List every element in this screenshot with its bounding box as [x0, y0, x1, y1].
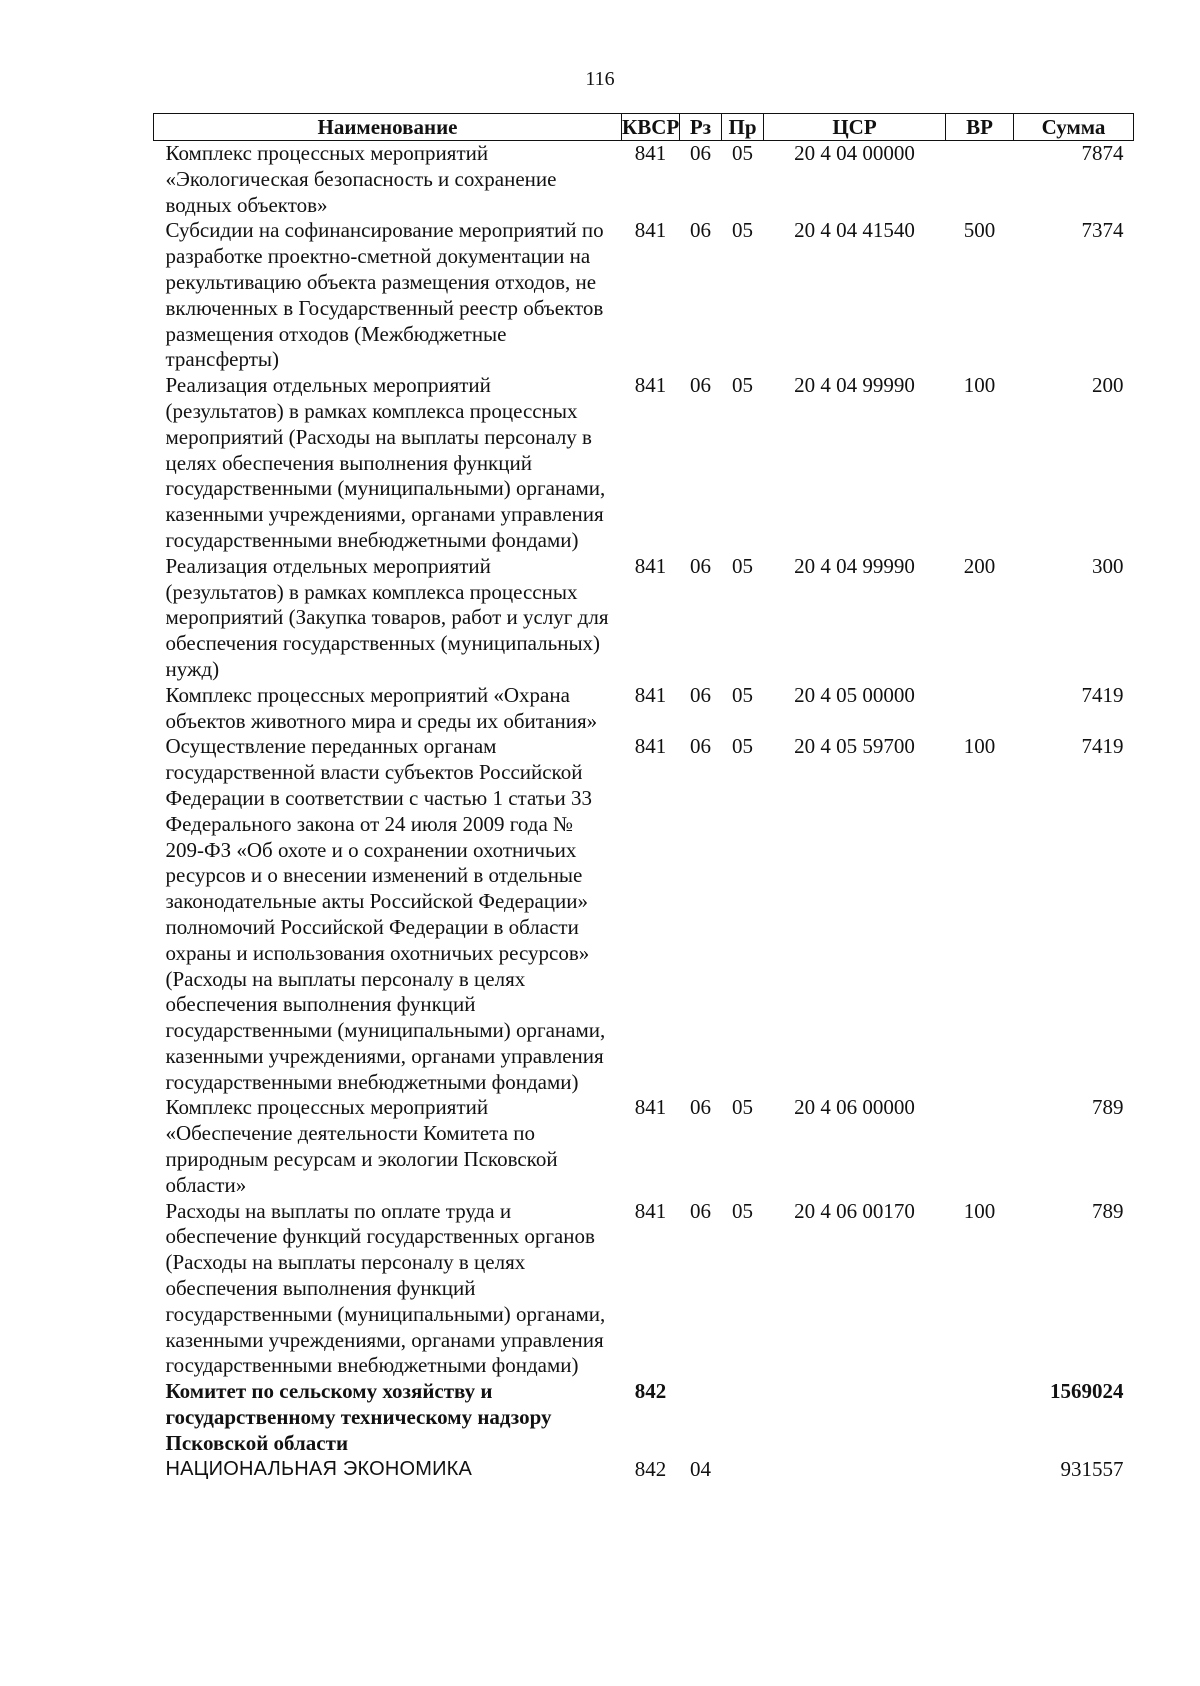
row-pr: 05 [732, 1095, 753, 1120]
row-pr: 05 [732, 1198, 753, 1223]
row-vr: 100 [963, 734, 996, 759]
row-name: НАЦИОНАЛЬНАЯ ЭКОНОМИКА [165, 1457, 473, 1480]
row-pr: 05 [732, 734, 753, 759]
table-row-section [154, 1457, 1134, 1483]
row-rz: 06 [690, 1198, 711, 1223]
row-csr: 20 4 04 41540 [794, 218, 915, 243]
row-rz: 06 [690, 218, 711, 243]
header-rz: Рз [680, 114, 722, 141]
row-vr [946, 1379, 1014, 1456]
row-kvsr: 842 [634, 1379, 667, 1404]
table-header-row [154, 114, 1134, 141]
row-vr: 200 [963, 553, 996, 578]
row-csr: 20 4 05 59700 [794, 734, 915, 759]
row-sum: 7374 [1081, 218, 1124, 243]
row-vr: 100 [963, 373, 996, 398]
row-pr: 05 [732, 553, 753, 578]
row-pr: 05 [732, 141, 753, 165]
table-row [154, 734, 1134, 1095]
table-row [154, 1199, 1134, 1380]
table-row [154, 141, 1134, 219]
row-vr [946, 141, 1014, 219]
row-sum: 7419 [1081, 734, 1124, 759]
row-vr [946, 683, 1014, 735]
row-rz: 06 [690, 682, 711, 707]
table-row [154, 218, 1134, 373]
row-name: Реализация отдельных мероприятий (результатов) в рамках комплекса процессных мероприятий (Расходы на выплаты персоналу в целях обеспечения выполнения функций государственными (муниципальными) органами, казенными учреждениями, органами управления государственными внебюджетными фондами) [165, 373, 606, 552]
row-pr: 05 [732, 218, 753, 243]
header-kvsr: КВСР [622, 115, 680, 139]
row-name: Комплекс процессных мероприятий «Обеспечение деятельности Комитета по природным ресурсам и экологии Псковской области» [165, 1095, 558, 1197]
row-name: Субсидии на софинансирование мероприятий по разработке проектно-сметной документации на рекультивацию объекта размещения отходов, не включенных в Государственный реестр объектов размещения отходов (Межбюджетные трансферты) [165, 218, 604, 372]
row-kvsr: 841 [634, 553, 667, 578]
row-rz: 06 [690, 373, 711, 398]
row-name: Комитет по сельскому хозяйству и государственному техническому надзору Псковской области [165, 1379, 552, 1455]
row-sum: 300 [1092, 553, 1124, 578]
header-sum: Сумма [1014, 114, 1134, 141]
row-sum: 1569024 [1050, 1379, 1124, 1404]
row-csr: 20 4 05 00000 [794, 682, 915, 707]
row-csr: 20 4 04 99990 [794, 553, 915, 578]
header-pr: Пр [722, 114, 764, 141]
budget-table [153, 113, 1134, 1482]
row-vr [946, 1095, 1014, 1198]
row-name: Реализация отдельных мероприятий (результатов) в рамках комплекса процессных мероприятий (Закупка товаров, работ и услуг для обеспечения государственных (муниципальных) нужд) [165, 553, 609, 681]
row-kvsr: 841 [634, 373, 667, 398]
row-csr [764, 1379, 946, 1456]
row-kvsr: 841 [634, 682, 667, 707]
table-row [154, 683, 1134, 735]
row-kvsr: 841 [634, 141, 667, 165]
row-sum: 789 [1092, 1198, 1124, 1223]
table-row [154, 554, 1134, 683]
row-vr [946, 1457, 1014, 1483]
table-row [154, 373, 1134, 554]
row-pr: 05 [732, 682, 753, 707]
row-rz: 06 [690, 553, 711, 578]
table-row [154, 1095, 1134, 1198]
row-pr [722, 1379, 764, 1456]
row-rz [680, 1379, 722, 1456]
row-rz: 04 [690, 1456, 711, 1481]
header-csr: ЦСР [764, 114, 946, 141]
row-name: Комплекс процессных мероприятий «Охрана объектов животного мира и среды их обитания» [165, 682, 598, 733]
row-vr: 100 [963, 1198, 996, 1223]
row-name: Осуществление переданных органам государственной власти субъектов Российской Федерации в соответствии с частью 1 статьи 33 Федерального закона от 24 июля 2009 года № 209-ФЗ «Об охоте и о сохранении охотничьих ресурсов и о внесении изменений в отдельные законодательные акты Российской Федерации» полномочий Российской Федерации в области охраны и использования охотничьих ресурсов» (Расходы на выплаты персоналу в целях обеспечения выполнения функций государственными (муниципальными) органами, казенными учреждениями, органами управления государственными внебюджетными фондами) [165, 734, 606, 1094]
row-sum: 931557 [1060, 1456, 1124, 1481]
row-sum: 789 [1092, 1095, 1124, 1120]
row-csr [764, 1457, 946, 1483]
row-rz: 06 [690, 1095, 711, 1120]
row-sum: 7419 [1081, 682, 1124, 707]
row-name: Комплекс процессных мероприятий «Экологическая безопасность и сохранение водных объектов» [165, 141, 557, 217]
row-csr: 20 4 06 00000 [794, 1095, 915, 1120]
row-csr: 20 4 04 99990 [794, 373, 915, 398]
row-kvsr: 841 [634, 1095, 667, 1120]
header-name: Наименование [154, 114, 622, 141]
row-csr: 20 4 04 00000 [794, 141, 915, 165]
row-rz: 06 [690, 734, 711, 759]
row-csr: 20 4 06 00170 [794, 1198, 915, 1223]
row-pr: 05 [732, 373, 753, 398]
row-vr: 500 [963, 218, 996, 243]
row-kvsr: 841 [634, 218, 667, 243]
row-kvsr: 842 [634, 1456, 667, 1481]
table-row-department [154, 1379, 1134, 1456]
row-name: Расходы на выплаты по оплате труда и обеспечение функций государственных органов (Расходы на выплаты персоналу в целях обеспечения выполнения функций государственными (муниципальными) органами, казенными учреждениями, органами управления государственными внебюджетными фондами) [165, 1198, 606, 1378]
header-vr: ВР [946, 114, 1014, 141]
row-sum: 7874 [1081, 141, 1124, 165]
row-kvsr: 841 [634, 1198, 667, 1223]
page-number: 116 [585, 68, 615, 90]
row-sum: 200 [1092, 373, 1124, 398]
row-pr [722, 1457, 764, 1483]
row-rz: 06 [690, 141, 711, 165]
row-kvsr: 841 [634, 734, 667, 759]
